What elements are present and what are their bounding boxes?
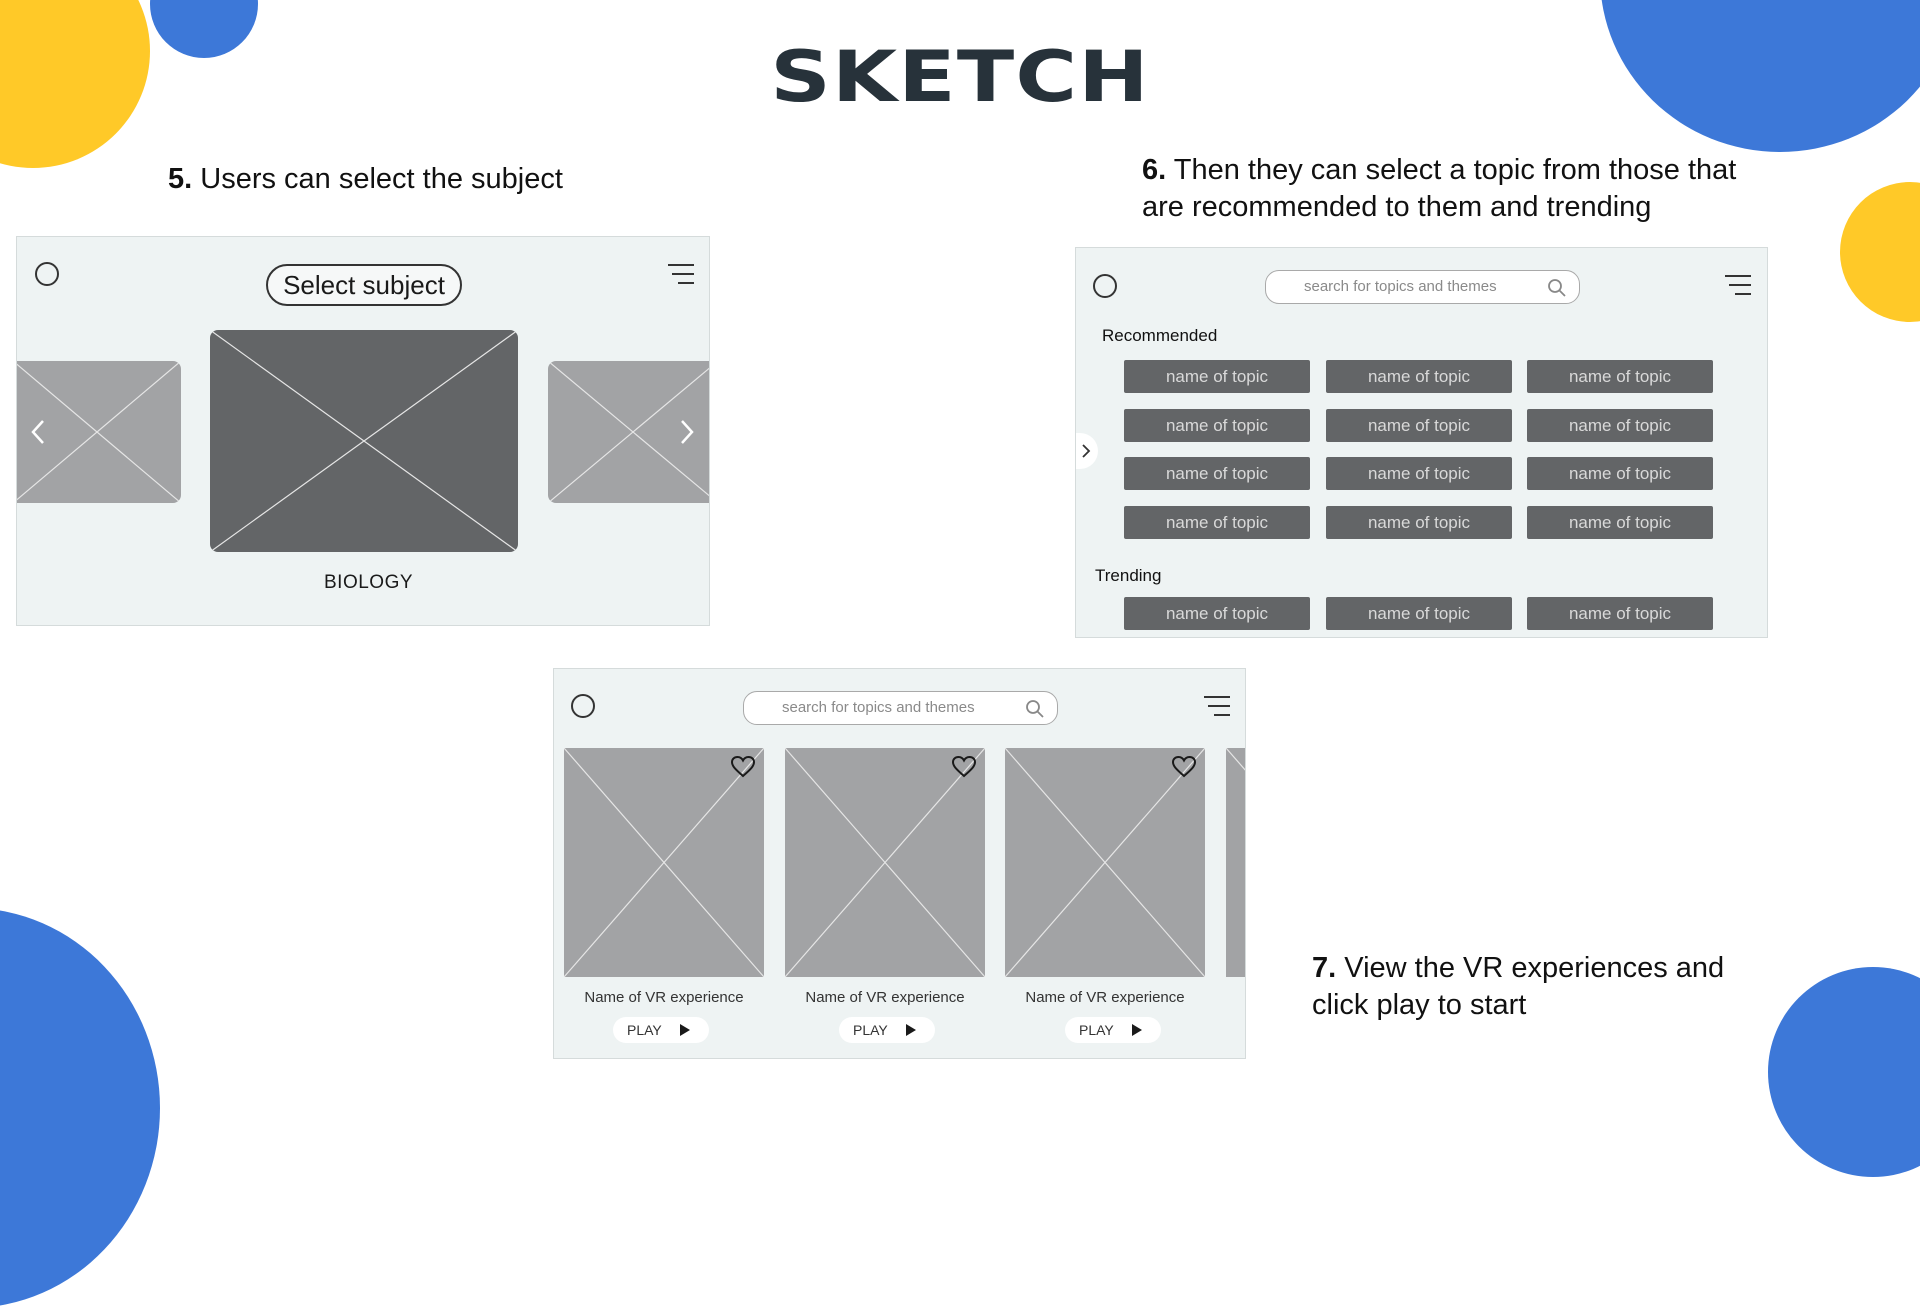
topic-chip[interactable]: name of topic (1326, 506, 1512, 539)
page-title: SKETCH (770, 36, 1150, 118)
play-icon (1131, 1024, 1143, 1036)
deco-blue-circle-bottom-right (1768, 967, 1920, 1177)
chevron-right-icon[interactable] (676, 418, 698, 446)
screen-select-topic (1075, 247, 1768, 638)
topic-chip[interactable]: name of topic (1124, 409, 1310, 442)
recommended-label: Recommended (1102, 326, 1218, 345)
trending-label: Trending (1095, 566, 1162, 585)
profile-circle-icon[interactable] (35, 262, 59, 286)
topic-chip[interactable]: name of topic (1124, 360, 1310, 393)
vr-card-image[interactable] (1005, 748, 1205, 977)
step6-line2: are recommended to them and trending (1142, 191, 1652, 223)
placeholder-cross (785, 748, 985, 977)
vr-experience-name: Name of VR experience (805, 989, 965, 1006)
topic-chip[interactable]: name of topic (1527, 360, 1713, 393)
select-subject-button[interactable]: Select subject (266, 264, 462, 306)
search-placeholder: search for topics and themes (1304, 278, 1497, 295)
menu-icon[interactable] (1204, 696, 1230, 716)
vr-experience-name: Name of VR experience (584, 989, 744, 1006)
deco-blue-circle-bottom-left (0, 908, 160, 1308)
topic-chip[interactable]: name of topic (1124, 506, 1310, 539)
vr-card-image[interactable] (785, 748, 985, 977)
deco-yellow-circle-right (1840, 182, 1920, 322)
trending-topic-chip[interactable]: name of topic (1326, 597, 1512, 630)
search-icon[interactable] (1547, 278, 1567, 298)
play-icon (905, 1024, 917, 1036)
heart-icon[interactable] (951, 755, 977, 779)
topic-chip[interactable]: name of topic (1527, 506, 1713, 539)
placeholder-cross (564, 748, 764, 977)
menu-icon[interactable] (1725, 275, 1751, 295)
topic-chip[interactable]: name of topic (1326, 409, 1512, 442)
step6-caption (1142, 152, 1736, 226)
topic-chip[interactable]: name of topic (1527, 457, 1713, 490)
chevron-left-icon[interactable] (27, 418, 49, 446)
subject-name: BIOLOGY (324, 572, 414, 593)
vr-experience-name: Name of VR experience (1025, 989, 1185, 1006)
play-button[interactable] (1065, 1017, 1161, 1043)
step6-number: 6. (1142, 154, 1167, 186)
play-label: PLAY (853, 1022, 888, 1038)
step5-text: Users can select the subject (200, 163, 563, 195)
play-button[interactable] (613, 1017, 709, 1043)
side-drawer-tab[interactable] (1076, 433, 1098, 469)
topic-chip[interactable]: name of topic (1124, 457, 1310, 490)
profile-circle-icon[interactable] (1093, 274, 1117, 298)
step7-line1: View the VR experiences and (1344, 952, 1725, 984)
search-icon[interactable] (1025, 699, 1045, 719)
play-label: PLAY (627, 1022, 662, 1038)
menu-icon[interactable] (668, 264, 694, 284)
screen-select-subject (16, 236, 710, 626)
vr-card-image[interactable] (564, 748, 764, 977)
play-label: PLAY (1079, 1022, 1114, 1038)
subject-card-main[interactable] (210, 330, 518, 552)
step7-number: 7. (1312, 952, 1337, 984)
trending-topic-chip[interactable]: name of topic (1124, 597, 1310, 630)
topic-chip[interactable]: name of topic (1326, 457, 1512, 490)
topic-chip[interactable]: name of topic (1527, 409, 1713, 442)
step7-line2: click play to start (1312, 989, 1527, 1021)
heart-icon[interactable] (730, 755, 756, 779)
placeholder-cross (1226, 748, 1246, 977)
chevron-right-icon (1080, 443, 1092, 459)
topic-chip[interactable]: name of topic (1326, 360, 1512, 393)
step7-caption (1312, 950, 1724, 1024)
step5-number: 5. (168, 163, 193, 195)
vr-card-image-partial[interactable] (1226, 748, 1246, 977)
placeholder-cross (1005, 748, 1205, 977)
search-input[interactable] (743, 691, 1058, 725)
search-placeholder: search for topics and themes (782, 699, 975, 716)
profile-circle-icon[interactable] (571, 694, 595, 718)
placeholder-cross (210, 330, 518, 552)
step6-line1: Then they can select a topic from those that (1173, 154, 1737, 186)
search-input[interactable] (1265, 270, 1580, 304)
trending-topic-chip[interactable]: name of topic (1527, 597, 1713, 630)
heart-icon[interactable] (1171, 755, 1197, 779)
screen-vr-experiences (553, 668, 1246, 1059)
play-button[interactable] (839, 1017, 935, 1043)
step5-caption (168, 161, 563, 198)
play-icon (679, 1024, 691, 1036)
